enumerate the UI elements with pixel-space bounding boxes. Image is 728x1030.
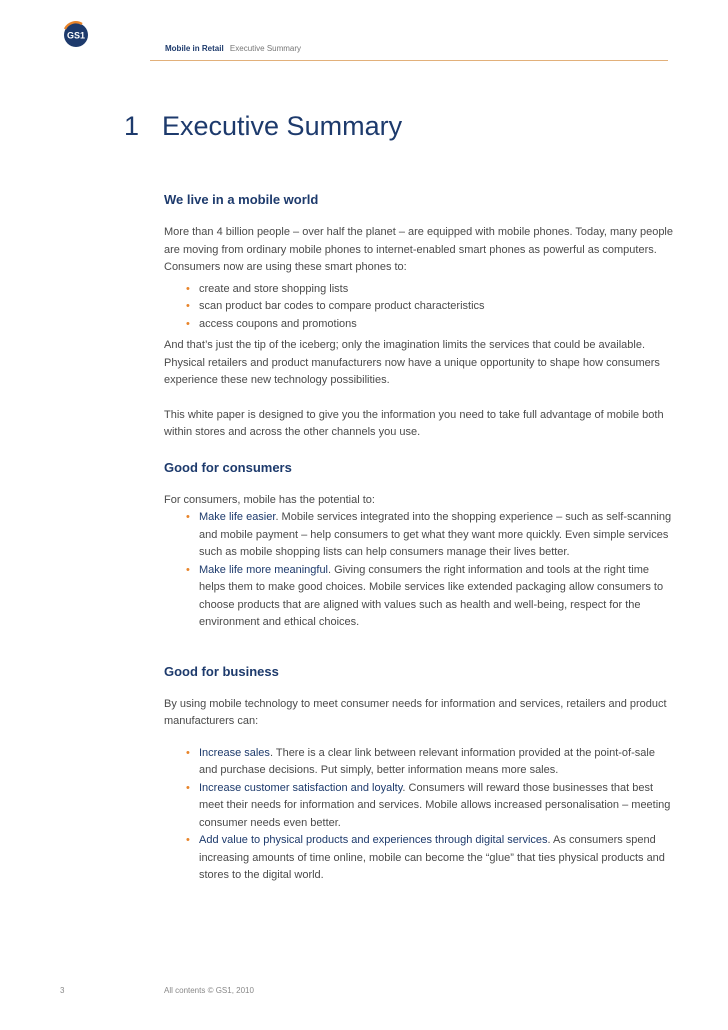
header-title: Mobile in Retail <box>165 44 224 53</box>
section-heading-mobile-world: We live in a mobile world <box>164 192 319 207</box>
bullet-list <box>164 281 674 334</box>
footer-copyright: All contents © GS1, 2010 <box>164 986 254 995</box>
running-header <box>165 44 301 53</box>
paragraph: And that’s just the tip of the iceberg; only the imagination limits the services that could be available. Physical retailers and product manufacturers now have a unique opportunity to shape how consumers experience these new technology possibilities. <box>164 339 660 386</box>
logo-text: GS1 <box>66 30 86 41</box>
section-heading-business: Good for business <box>164 663 279 679</box>
term-text: . Giving consumers the right information and tools at the right time helps them to make good choices. Mobile services like extended packaging allow consumers to choose products that are aligned with values such as health and well-being, respect for the environment and ethical choices. <box>199 563 664 628</box>
section-heading-consumers: Good for consumers <box>164 459 292 475</box>
chapter-number: 1 <box>124 111 140 141</box>
chapter-title: Executive Summary <box>162 111 403 141</box>
gs1-logo <box>60 20 92 50</box>
paragraph: This white paper is designed to give you the information you need to take full advantage of mobile both within stores and across the other channels you use. <box>164 408 664 438</box>
term-text: . Consumers will reward those businesses that best meet their needs for information and services. Mobile allows increased personalisation – meeting consumer needs even better. <box>199 781 671 829</box>
header-rule <box>150 60 668 61</box>
term: Make life easier <box>199 511 276 523</box>
paragraph: More than 4 billion people – over half the planet – are equipped with mobile phones. Today, many people are moving from ordinary mobile phones to internet-enabled smart phones as powerful as computers. Consumers now are using these smart phones to: <box>164 226 673 273</box>
page-number: 3 <box>60 986 65 995</box>
list-item: • access coupons and promotions <box>164 316 674 334</box>
term-text: . Mobile services integrated into the shopping experience – such as self-scanning and mobile payment – help consumers to get what they want more quickly. Even simple services such as mobile shopping lists can help consumers manage their lives better. <box>199 511 672 558</box>
bullet-list <box>164 745 674 885</box>
paragraph: For consumers, mobile has the potential to: <box>164 493 375 506</box>
list-item <box>164 780 674 833</box>
list-item <box>164 562 674 632</box>
list-item <box>164 509 674 562</box>
chapter-heading <box>124 111 402 142</box>
list-item: • scan product bar codes to compare product characteristics <box>164 298 674 316</box>
term: Add value to physical products and experiences through digital services <box>199 834 548 846</box>
bullet-list <box>164 509 674 632</box>
term: Increase sales <box>199 746 270 759</box>
term-text: . There is a clear link between relevant information provided at the point-of-sale and purchase decisions. Put simply, better information means more sales. <box>199 746 655 776</box>
list-item <box>164 832 674 885</box>
header-section: Executive Summary <box>229 44 302 53</box>
term: Make life more meaningful <box>199 563 329 576</box>
body-content <box>164 190 674 885</box>
term-text: . As consumers spend increasing amounts of time online, mobile can become the “glue” that ties physical products and stores to the digital world. <box>199 834 665 881</box>
list-item: • create and store shopping lists <box>164 281 674 299</box>
paragraph: By using mobile technology to meet consumer needs for information and services, retailers and product manufacturers can: <box>164 697 667 727</box>
term: Increase customer satisfaction and loyalty <box>199 781 403 794</box>
list-item <box>164 745 674 780</box>
